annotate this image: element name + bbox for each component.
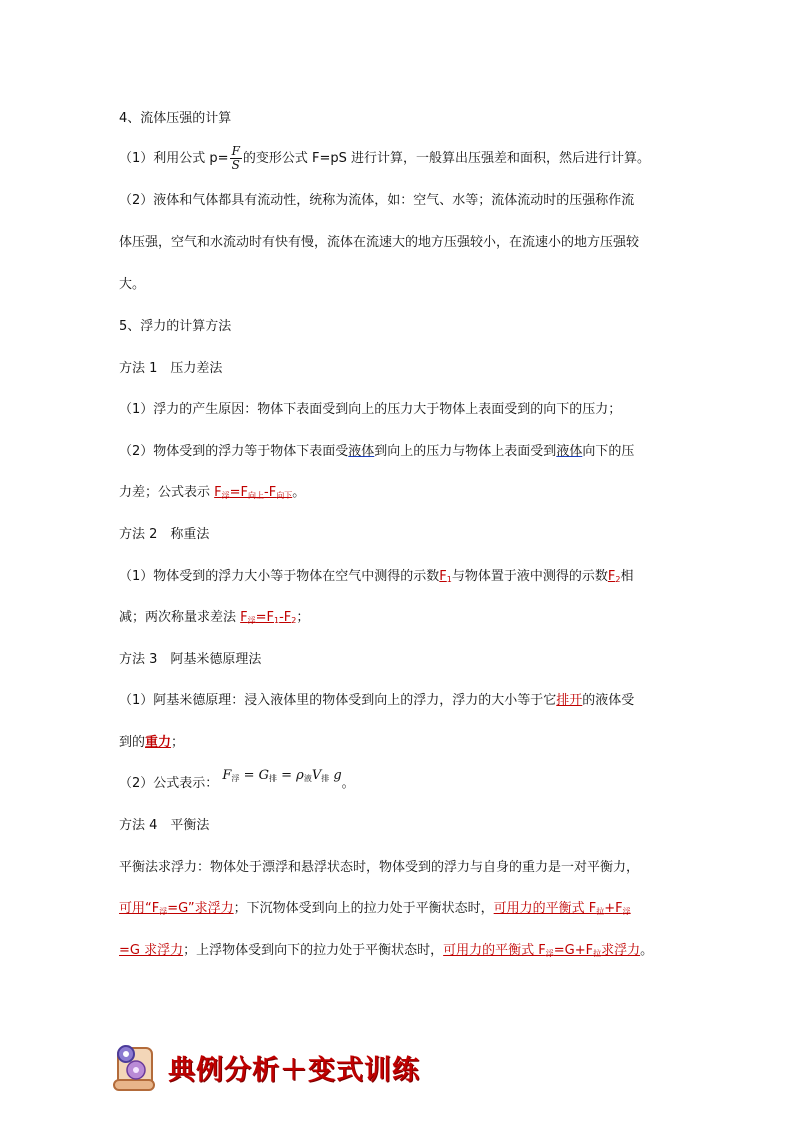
- banner-title: 典例分析＋变式训练: [168, 1055, 420, 1086]
- m4-l2-phrase-2: [494, 901, 631, 916]
- s4-para-1: [119, 145, 650, 172]
- m4-l2-a: 可用“F: [119, 901, 160, 916]
- m2-f-sub-2: 2: [291, 616, 297, 625]
- m3-p2-end: 。: [341, 776, 355, 791]
- m1-f-mid: =F: [229, 485, 249, 500]
- m1-para-1: （1）浮力的产生原因：物体下表面受到向上的压力大于物体上表面受到的向下的压力；: [119, 402, 622, 417]
- m1-p2-text-a: （2）物体受到的浮力等于物体下表面受: [119, 444, 349, 459]
- m3-p1-text-c: 的液体受: [582, 693, 635, 708]
- eq-sub-1: 浮: [231, 774, 240, 783]
- m4-l3-a: =G 求浮力: [119, 943, 184, 958]
- m2-para-1-line-2: [119, 609, 309, 630]
- section-5-heading: 5、浮力的计算方法: [119, 319, 232, 334]
- m3-p1-text-a: （1）阿基米德原理：浸入液体里的物体受到向上的浮力，浮力的大小等于它: [119, 693, 557, 708]
- m4-l3-b: ；上浮物体受到向下的拉力处于平衡状态时，: [183, 943, 444, 958]
- m2-f-sub-1: 1: [274, 616, 280, 625]
- m1-para-2-line-1: [119, 443, 634, 461]
- m3-p1-text-d: 到的: [119, 735, 146, 750]
- m3-p1-gravity: 重力: [145, 735, 172, 750]
- m4-l3-sub-2: 拉: [593, 949, 602, 958]
- m2-f-f: F: [240, 610, 248, 625]
- eq-f: F: [222, 768, 232, 783]
- s4-p1-text-a: （1）利用公式 p=: [119, 151, 229, 166]
- fraction-numerator: F: [231, 144, 240, 158]
- m1-p2-text-e: 向下的压: [582, 444, 635, 459]
- m2-f1-letter: F: [439, 569, 447, 584]
- m4-l2-sub-3: 浮: [622, 907, 631, 916]
- m2-formula-label: 减；两次称量求差法: [119, 610, 237, 625]
- m2-f1: [439, 569, 452, 584]
- m4-line-2: [119, 900, 631, 921]
- m2-f-sub: 浮: [247, 616, 256, 625]
- m2-f-dash: -F: [279, 610, 292, 625]
- m1-formula-label: 力差；公式表示: [119, 485, 211, 500]
- m2-f2: [608, 569, 621, 584]
- m4-l3-e: 求浮力: [601, 943, 641, 958]
- s4-para-2-line-2: 体压强，空气和水流动时有快有慢，流体在流速大的地方压强较小，在流速小的地方压强较: [119, 235, 640, 250]
- m2-para-1-line-1: [119, 568, 633, 589]
- s4-para-2-line-1: （2）液体和气体都具有流动性，统称为流体，如：空气、水等；流体流动时的压强称作流: [119, 193, 635, 208]
- m1-formula: [214, 485, 292, 500]
- eq-g: = G: [239, 768, 269, 783]
- method-3-title: 方法 3 阿基米德原理法: [119, 652, 262, 667]
- m4-l2-e: +F: [604, 901, 623, 916]
- m1-f-end: 。: [292, 485, 306, 500]
- m4-l3-f: 。: [640, 943, 654, 958]
- m3-p1-displaced: 排开: [556, 693, 583, 708]
- m4-l2-c: ；下沉物体受到向上的拉力处于平衡状态时，: [233, 901, 494, 916]
- eq-small-g: g: [329, 768, 342, 783]
- m1-f-sub-1: 浮: [221, 491, 230, 500]
- m4-l3-c: 可用力的平衡式 F: [443, 943, 546, 958]
- m3-equation: [222, 768, 341, 783]
- method-4-title: 方法 4 平衡法: [119, 818, 210, 833]
- eq-sub-4: 排: [321, 774, 330, 783]
- m1-p2-liquid-2: 液体: [556, 444, 583, 459]
- eq-sub-2: 排: [269, 774, 277, 783]
- m2-p1-text-b: 与物体置于液中测得的示数: [451, 569, 608, 584]
- m4-l3-sub-1: 浮: [545, 949, 554, 958]
- m2-f2-sub: 2: [615, 575, 621, 584]
- eq-rho: = ρ: [277, 768, 304, 783]
- m4-l2-sub-2: 拉: [596, 907, 605, 916]
- m1-f-sub-2: 向上: [248, 491, 265, 500]
- m4-line-3: [119, 942, 653, 963]
- section-banner: [108, 1040, 438, 1096]
- method-2-title: 方法 2 称重法: [119, 527, 210, 542]
- m3-para-1-line-2: [119, 734, 184, 752]
- m1-para-2-line-2: [119, 484, 305, 505]
- m4-l2-phrase-1: [119, 901, 234, 916]
- m2-formula: [240, 610, 296, 625]
- m1-f-dash: -F: [264, 485, 277, 500]
- fraction-denominator: S: [231, 158, 240, 172]
- eq-v: V: [311, 768, 322, 783]
- m1-p2-liquid-1: 液体: [348, 444, 375, 459]
- m4-l2-sub-1: 浮: [159, 907, 168, 916]
- m1-f-sub-3: 向下: [276, 491, 293, 500]
- m2-f1-sub: 1: [446, 575, 452, 584]
- m4-line-1: 平衡法求浮力：物体处于漂浮和悬浮状态时，物体受到的浮力与自身的重力是一对平衡力，: [119, 860, 640, 875]
- m3-para-2: [119, 768, 355, 796]
- m4-l2-d: 可用力的平衡式 F: [493, 901, 597, 916]
- m4-l2-b: =G”求浮力: [167, 901, 234, 916]
- fraction-f-over-s: [230, 145, 242, 172]
- m2-p1-text-a: （1）物体受到的浮力大小等于物体在空气中测得的示数: [119, 569, 440, 584]
- m3-p2-label: （2）公式表示：: [119, 776, 219, 791]
- m2-f-end: ；: [296, 610, 310, 625]
- s4-p1-text-b: 的变形公式 F=pS 进行计算，一般算出压强差和面积，然后进行计算。: [242, 151, 651, 166]
- s4-para-2-line-3: 大。: [119, 277, 146, 292]
- eq-sub-3: 液: [303, 774, 312, 783]
- m3-para-1-line-1: [119, 692, 634, 710]
- method-1-title: 方法 1 压力差法: [119, 361, 223, 376]
- m1-p2-text-c: 到向上的压力与物体上表面受到: [374, 444, 557, 459]
- scroll-book-icon: [108, 1040, 164, 1096]
- m4-l3-d: =G+F: [553, 943, 594, 958]
- m3-p1-text-e: ；: [171, 735, 185, 750]
- m2-f2-letter: F: [607, 569, 616, 584]
- m1-f-f: F: [214, 485, 222, 500]
- m2-p1-text-c: 相: [620, 569, 634, 584]
- m2-f-mid: =F: [255, 610, 275, 625]
- m4-l3-phrase: [443, 943, 640, 958]
- section-4-heading: 4、流体压强的计算: [119, 111, 232, 126]
